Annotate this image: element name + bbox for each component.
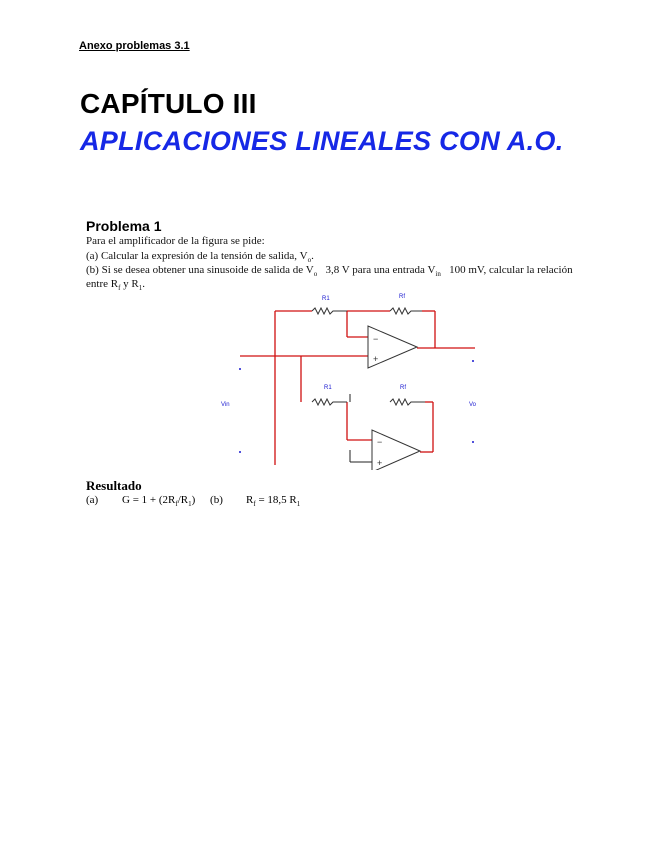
result-a-label: (a) xyxy=(86,494,99,506)
result-a-end: ) xyxy=(191,494,196,506)
label-r1-bottom: R1 xyxy=(324,385,332,391)
entre-pre: entre R xyxy=(86,278,119,290)
result-b-sub2: 1 xyxy=(296,500,301,509)
result-a-mid: /R xyxy=(177,494,189,506)
result-title: Resultado xyxy=(86,478,142,493)
opamp1-plus-sign: + xyxy=(373,354,379,364)
red-wires xyxy=(240,311,475,465)
part-a-text: (a) Calcular la expresión de la tensión de salida, V xyxy=(86,250,308,262)
part-b-text3: 100 mV, calcular la relación xyxy=(440,264,573,276)
part-b-sub2: in xyxy=(435,270,441,279)
entre-end: . xyxy=(142,278,146,290)
entre-mid: y R xyxy=(120,278,139,290)
part-b-text1: (b) Si se desea obtener una sinusoide de salida de V xyxy=(86,264,314,276)
opamp2-plus-sign: + xyxy=(377,458,383,468)
label-rf-top: Rf xyxy=(399,294,405,300)
result-b-mid: = 18,5 R xyxy=(255,494,297,506)
part-a-end: . xyxy=(311,250,314,262)
circuit-diagram xyxy=(215,290,480,470)
label-rf-bottom: Rf xyxy=(400,385,406,391)
terminal-dots xyxy=(239,360,474,453)
part-b-sub1: o xyxy=(313,270,318,279)
problem-intro: Para el amplificador de la figura se pide: xyxy=(86,235,265,247)
result-b-label: (b) xyxy=(210,494,223,506)
label-r1-top: R1 xyxy=(322,296,330,302)
label-vin: Vin xyxy=(221,402,230,408)
part-a-sub: o xyxy=(307,256,312,265)
result-a-sub2: 1 xyxy=(188,500,192,509)
chapter-title: CAPÍTULO III xyxy=(80,88,257,119)
part-b-text2: 3,8 V para una entrada V xyxy=(317,264,436,276)
annex-header: Anexo problemas 3.1 xyxy=(79,40,190,52)
opamp2-minus-sign: − xyxy=(377,437,383,447)
entre-sub1: f xyxy=(118,284,121,293)
opamp1-minus-sign: − xyxy=(373,334,379,344)
chapter-subtitle: APLICACIONES LINEALES CON A.O. xyxy=(80,126,564,156)
problem-part-b-cont xyxy=(86,278,145,292)
problem-title: Problema 1 xyxy=(86,218,162,234)
result-b-sub1: f xyxy=(253,500,256,509)
entre-sub2: 1 xyxy=(138,284,143,293)
result-line xyxy=(86,494,300,508)
label-vo: Vo xyxy=(469,402,477,408)
problem-part-a xyxy=(86,250,314,264)
black-wires xyxy=(350,394,372,462)
result-b-value: R xyxy=(246,494,254,506)
result-a-value: G = 1 + (2R xyxy=(122,494,176,506)
result-a-sub1: f xyxy=(175,500,178,509)
problem-part-b xyxy=(86,264,573,278)
op-amps xyxy=(368,326,420,470)
